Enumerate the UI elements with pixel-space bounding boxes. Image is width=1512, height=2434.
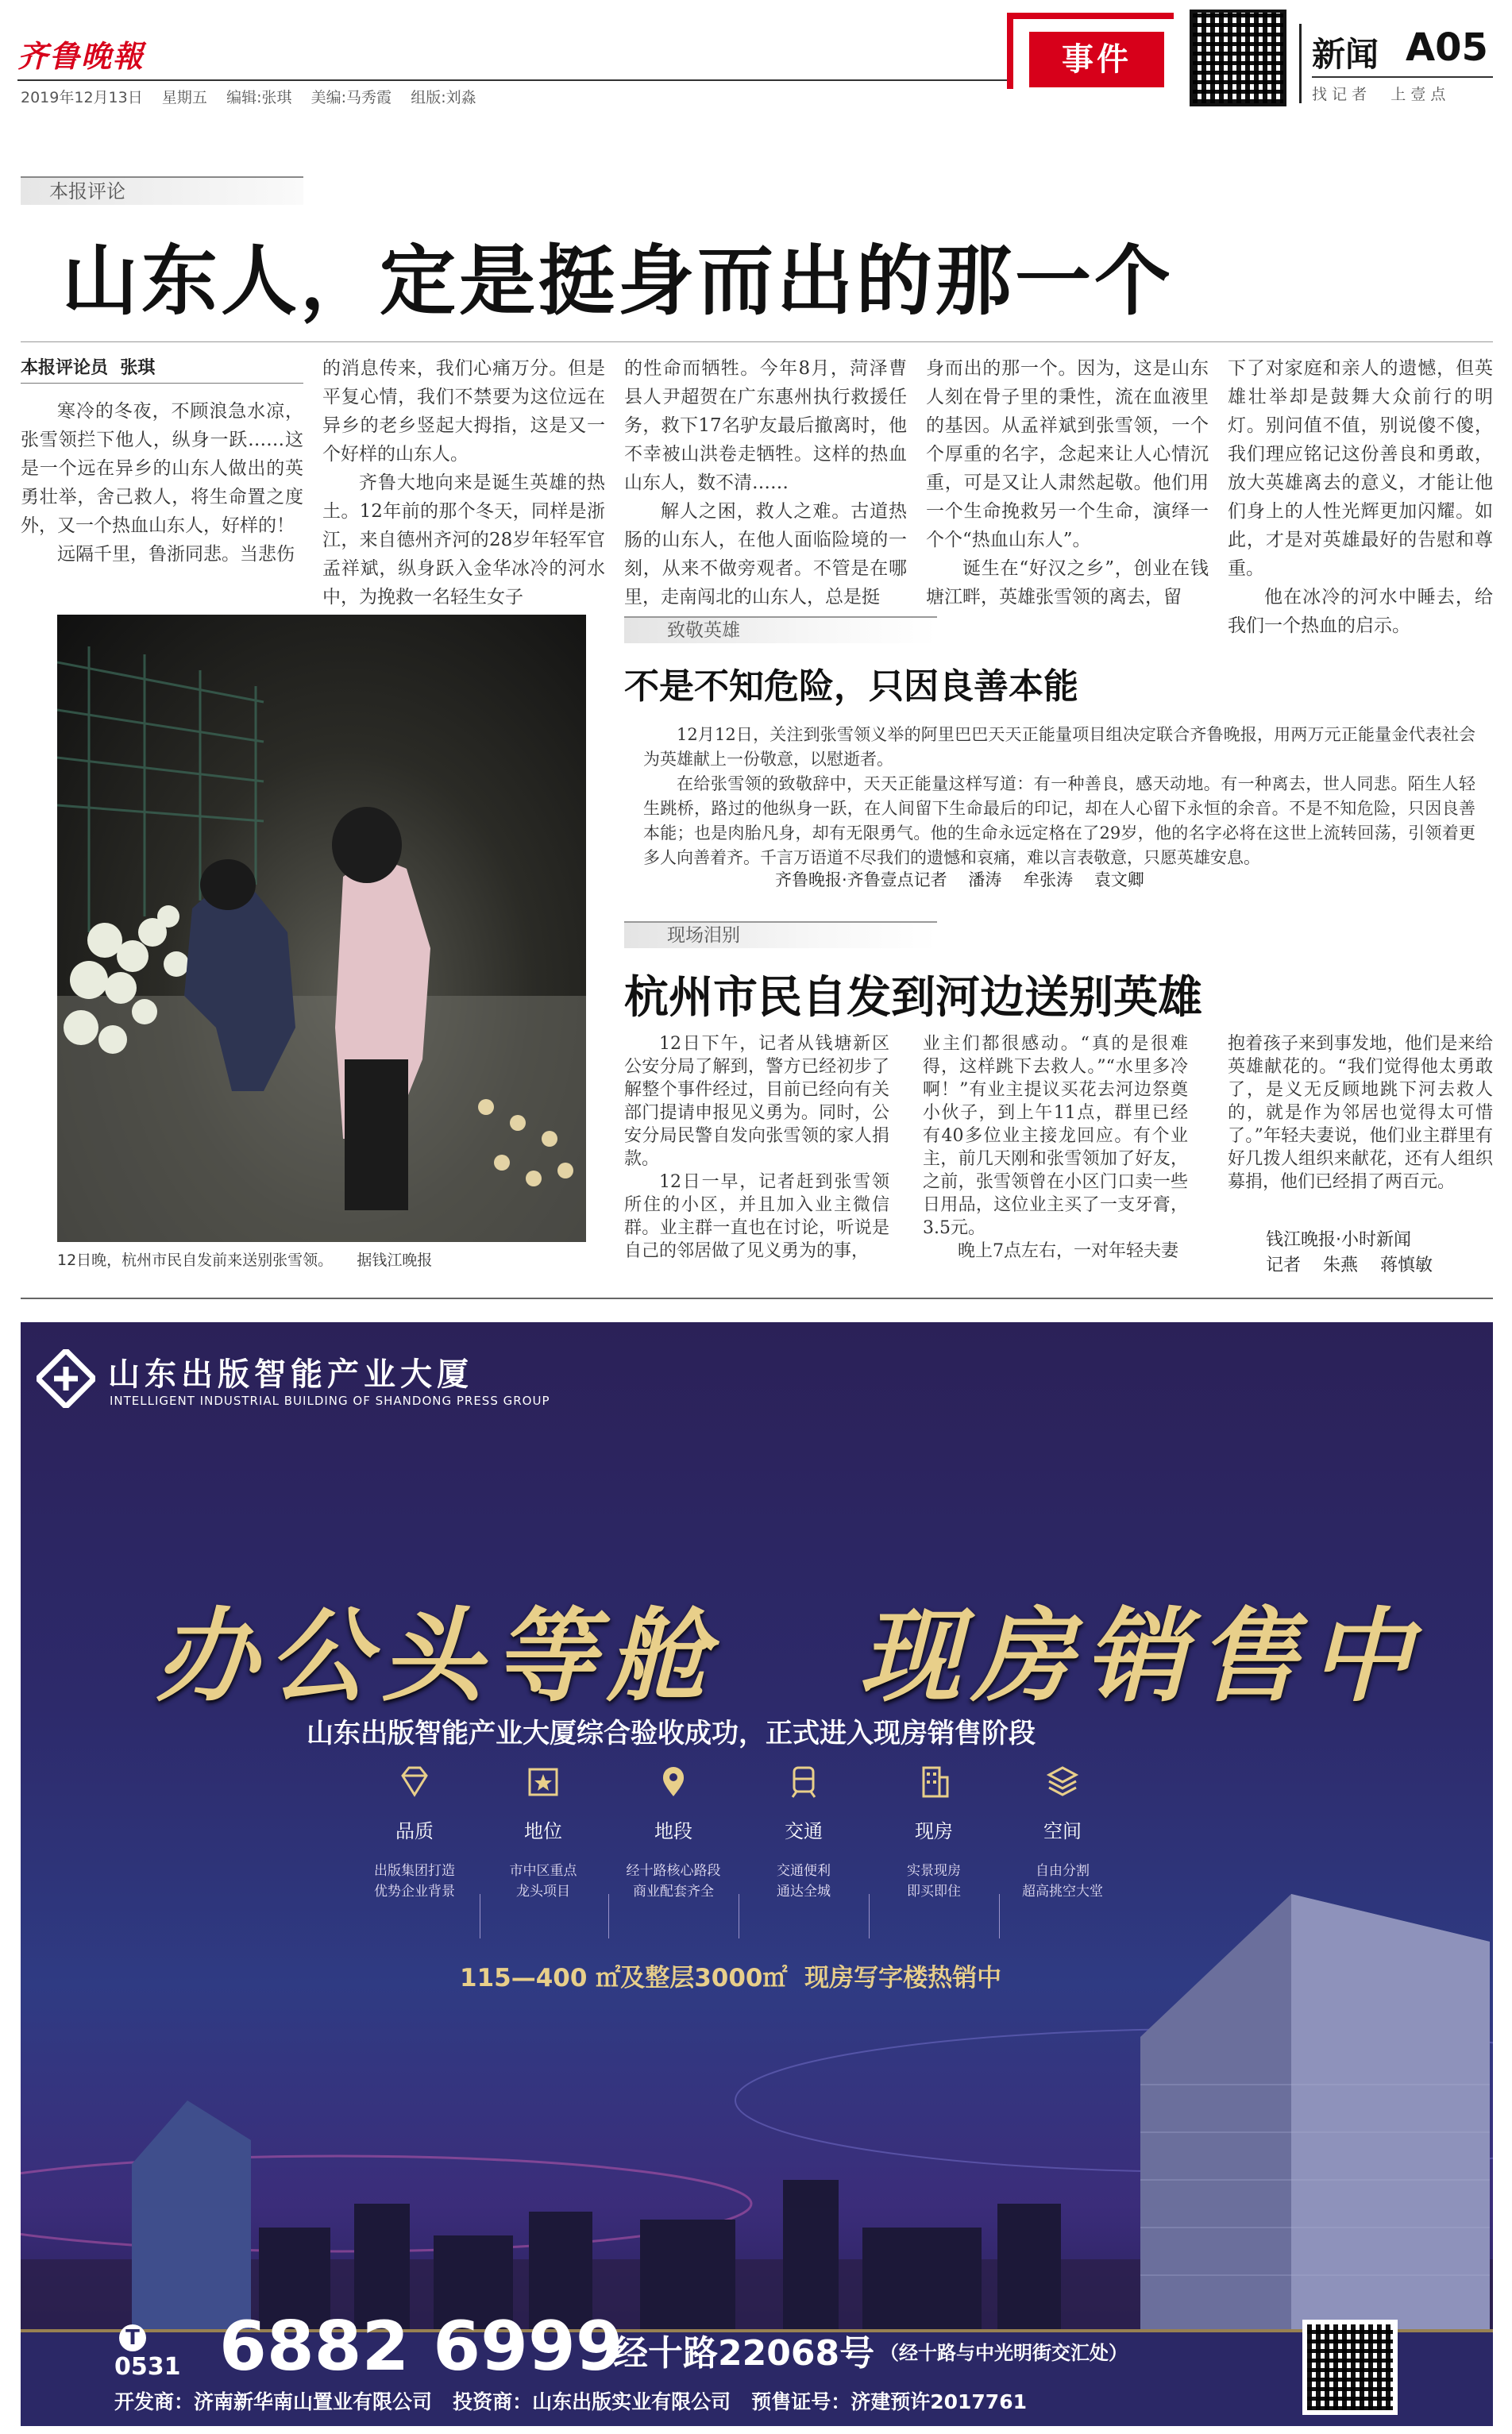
paragraph: 12日下午，记者从钱塘新区公安分局了解到，警方已经初步了解整个事件经过，目前已经向有关部门提请申报见义勇为。同时，公安分局民警自发向张雪领的家人捐款。 [624,1034,889,1169]
qr-code-icon [1190,10,1286,106]
feature-desc-line: 通达全城 [777,1884,831,1900]
brand-english: INTELLIGENT INDUSTRIAL BUILDING OF SHANDONG PRESS GROUP [110,1394,550,1408]
layers-icon [1044,1763,1081,1799]
commentary-col-1 [21,397,303,569]
paragraph: 下了对家庭和亲人的遗憾，但英雄壮举却是鼓舞大众前行的明灯。别问值不值，别说傻不傻，我们理应铭记这份善良和勇敢，放大英雄离去的意义，才能让他们身上的人性光辉更加闪耀。如此，才是对英雄最好的告慰和尊重。 [1228,358,1493,579]
date-text: 2019年12月13日 [21,89,143,106]
commentary-rule [21,341,1493,342]
feature-title: 地段 [654,1820,692,1842]
commentary-tag: 本报评论 [21,176,303,205]
paragraph: 解人之困，救人之难。古道热肠的山东人，在他人面临险境的一刻，从来不做旁观者。不管是在哪里，走南闯北的山东人，总是挺 [624,501,907,608]
tribute-body [643,723,1475,870]
paragraph: 在给张雪领的致敬辞中，天天正能量这样写道：有一种善良，感天动地。有一种离去，世人同悲。陌生人轻生跳桥，路过的他纵身一跃，在人间留下生命最后的印记，却在人心留下永恒的余音。不是不知危险，只因良善本能；也是肉胎凡身，却有无限勇气。他的生命永远定格在了29岁，他的名字必将在这世上流转回荡，引领着更多人向善着齐。千言万语道不尽我们的遗憾和哀痛，难以言表敬意，只愿英雄安息。 [643,774,1475,867]
farewell-col-3 [1228,1032,1493,1194]
feature-desc-line: 即买即住 [907,1884,961,1900]
ad-subtitle: 山东出版智能产业大厦综合验收成功，正式进入现房销售阶段 [307,1718,1036,1749]
brand-logo-icon [37,1349,95,1408]
farewell-kicker: 现场泪别 [624,921,937,948]
feature-desc-line: 商业配套齐全 [633,1884,714,1900]
ad-address-note: （经十路与中光明街交汇处） [880,2342,1128,2364]
feature-desc-line: 实景现房 [907,1863,961,1879]
tribute-kicker: 致敬英雄 [624,616,937,643]
building-icon [916,1763,952,1799]
feature-title: 空间 [1043,1820,1082,1842]
paragraph: 12月12日，关注到张雪领义举的阿里巴巴天天正能量项目组决定联合齐鲁晚报，用两万元正能量金代表社会为英雄献上一份敬意，以慰逝者。 [643,725,1475,769]
commentary-headline: 山东人，定是挺身而出的那一个 [62,237,1174,326]
layout-credit: 组版:刘淼 [411,89,476,106]
feature-desc [363,1861,466,1902]
weekday-text: 星期五 [161,89,207,106]
author-rule [21,383,303,384]
section-name: 新闻 [1312,35,1379,74]
farewell-headline: 杭州市民自发到河边送别英雄 [624,972,1202,1024]
feature-desc-line: 市中区重点 [509,1863,577,1879]
farewell-byline-reporters: 记者 朱燕 蒋慎敏 [1266,1256,1433,1275]
commentary-col-4 [926,354,1209,611]
section-badge: 事件 [1029,32,1164,87]
news-photo [57,615,586,1242]
location-pin-icon [655,1763,692,1799]
paragraph: 12日一早，记者赶到张雪领所住的小区，并且加入业主微信群。业主群一直也在讨论，听说是自己的邻居做了见义勇为的事， [624,1172,889,1261]
phone-icon: T [119,2324,146,2351]
masthead-right-rule [1312,76,1493,78]
feature-item [363,1763,466,1902]
commentary-col-5 [1228,354,1493,640]
feature-desc [622,1861,725,1902]
brand-name: 山东出版智能产业大厦 [108,1356,473,1393]
paragraph: 晚上7点左右，一对年轻夫妻 [958,1241,1178,1261]
feature-desc-line: 优势企业背景 [374,1884,455,1900]
paragraph: 抱着孩子来到事发地，他们是来给英雄献花的。“我们觉得他太勇敢了，是义无反顾地跳下河去救人的，就是作为邻居也觉得太可惜了。”年轻夫妻说，他们业主群里有好几拨人组织来献花，还有人组织募捐，他们已经捐了两百元。 [1228,1034,1493,1192]
photo-caption [57,1248,432,1270]
feature-item [882,1763,986,1902]
diamond-icon [396,1763,433,1799]
dateline [21,86,476,107]
feature-desc [492,1861,595,1902]
feature-desc-line: 交通便利 [777,1863,831,1879]
paragraph: 的性命而牺牲。今年8月，菏泽曹县人尹超贺在广东惠州执行救援任务，救下17名驴友最后撤离时，他不幸被山洪卷走牺牲。这样的热血山东人，数不清…… [624,358,907,493]
commentary-author: 本报评论员 张琪 [21,358,156,378]
paragraph: 寒冷的冬夜，不顾浪急水凉，张雪领拦下他人，纵身一跃……这是一个远在异乡的山东人做出的英勇壮举，舍己救人，将生命置之度外，又一个热血山东人，好样的！ [21,401,303,536]
phone-area-code: 0531 [114,2353,181,2381]
photo-credit: 据钱江晚报 [357,1252,433,1269]
feature-desc [752,1861,855,1902]
feature-item [752,1763,855,1902]
feature-title: 现房 [915,1820,953,1842]
ad-footer: 开发商：济南新华南山置业有限公司 投资商：山东出版实业有限公司 预售证号：济建预许2017761 [114,2390,1027,2413]
commentary-col-3 [624,354,907,611]
real-estate-advertisement [21,1322,1493,2426]
paragraph: 他在冰冷的河水中睡去，给我们一个热血的启示。 [1228,587,1493,636]
paragraph: 业主们都很感动。“真的是很难得，这样跳下去救人。”“水里多冷啊！”有业主提议买花去河边祭奠小伙子，到上午11点，群里已经有40多位业主接龙回应。有个业主，前几天刚和张雪领加了好友，之前，张雪领曾在小区门口卖一些日用品，这位业主买了一支牙膏，3.5元。 [923,1034,1188,1238]
feature-title: 地位 [524,1820,562,1842]
farewell-byline-outlet: 钱江晚报·小时新闻 [1266,1230,1411,1250]
feature-divider [869,1894,870,1938]
feature-desc-line: 自由分割 [1036,1863,1090,1879]
page-number: A05 [1406,25,1488,70]
masthead-rule [17,79,1010,81]
paragraph: 的消息传来，我们心痛万分。但是平复心情，我们不禁要为这位远在异乡的老乡竖起大拇指，这是又一个好样的山东人。 [322,358,605,465]
feature-desc-line: 经十路核心路段 [626,1863,721,1879]
ad-address: 经十路22068号 [613,2333,875,2374]
feature-title: 交通 [785,1820,823,1842]
feature-divider [999,1894,1000,1938]
feature-title: 品质 [395,1820,434,1842]
feature-desc [882,1861,986,1902]
feature-desc-line: 超高挑空大堂 [1022,1884,1103,1900]
photo-scene [57,615,586,1242]
paragraph: 远隔千里，鲁浙同悲。当悲伤 [57,544,295,565]
slogan: 找 记 者 上 壹 点 [1312,86,1446,103]
feature-desc [1011,1861,1114,1902]
ad-slogan: 办公头等舱 现房销售中 [156,1597,1423,1716]
feature-item [492,1763,595,1902]
star-icon [525,1763,561,1799]
phone-number: 6882 6999 [219,2307,623,2386]
area-line: 115—400 ㎡及整层3000㎡ 现房写字楼热销中 [460,1964,1002,1992]
newspaper-logo: 齐鲁晚報 [17,38,145,74]
tribute-headline: 不是不知危险，只因良善本能 [624,666,1078,707]
paragraph: 身而出的那一个。因为，这是山东人刻在骨子里的秉性，流在血液里的基因。从孟祥斌到张雪领，一个个厚重的名字，念起来让人心情沉重，可是又让人肃然起敬。他们用一个生命挽救另一个生命，演绎一个个“热血山东人”。 [926,358,1209,550]
feature-item [1011,1763,1114,1902]
paragraph: 齐鲁大地向来是诞生英雄的热土。12年前的那个冬天，同样是浙江，来自德州齐河的28岁年轻军官孟祥斌，纵身跃入金华冰冷的河水中，为挽救一名轻生女子 [322,473,605,608]
editor-credit: 编辑:张琪 [226,89,292,106]
feature-desc-line: 出版集团打造 [374,1863,455,1879]
caption-text: 12日晚，杭州市民自发前来送别张雪领。 [57,1252,334,1269]
train-icon [785,1763,822,1799]
ad-separator [21,1298,1493,1299]
art-editor-credit: 美编:马秀霞 [310,89,392,106]
feature-divider [608,1894,609,1938]
commentary-col-2 [322,354,605,611]
farewell-col-2 [923,1032,1188,1263]
masthead-divider [1299,24,1302,103]
tribute-byline: 齐鲁晚报·齐鲁壹点记者 潘涛 牟张涛 袁文卿 [775,870,1144,889]
paragraph: 诞生在“好汉之乡”，创业在钱塘江畔，英雄张雪领的离去，留 [926,558,1209,608]
feature-item [622,1763,725,1902]
farewell-col-1 [624,1032,889,1263]
feature-desc-line: 龙头项目 [516,1884,570,1900]
ad-qr-code-icon [1302,2320,1398,2415]
